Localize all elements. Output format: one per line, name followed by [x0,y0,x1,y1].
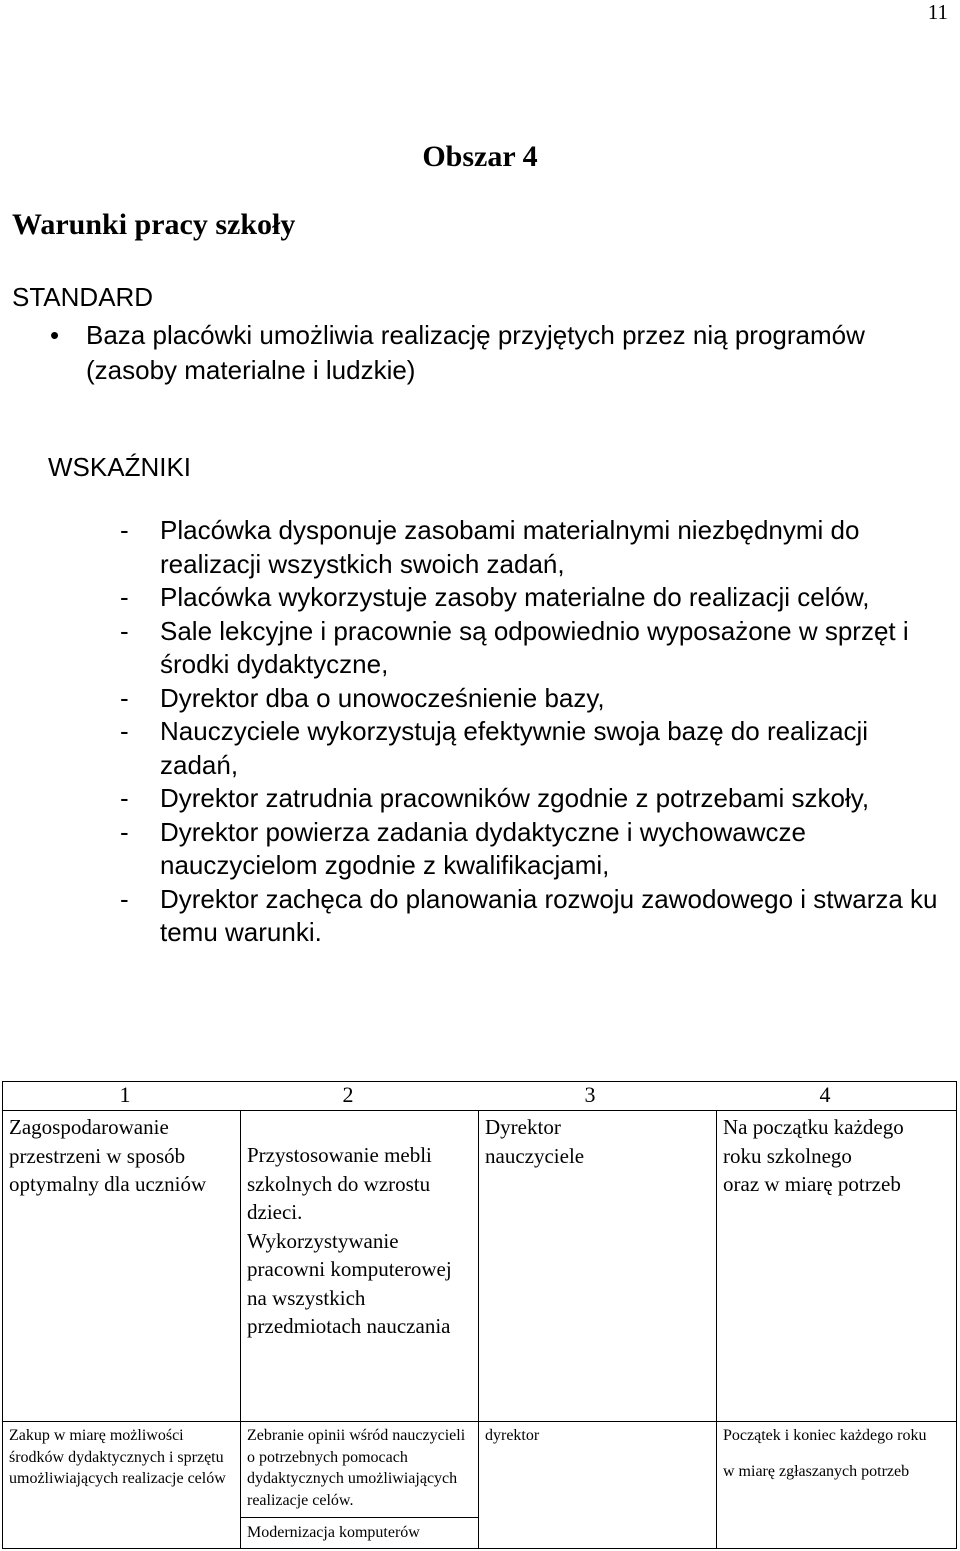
table-cell [241,1518,479,1549]
indicator-item [120,514,940,581]
indicator-text: Placówka wykorzystuje zasoby materialne do realizacji celów, [160,582,870,612]
plan-table [2,1081,957,1549]
indicator-text: Sale lekcyjne i pracownie są odpowiednio wyposażone w sprzęt i środki dydaktyczne, [160,615,909,679]
dash-icon: - [120,682,129,713]
dash-icon: - [120,883,129,914]
table-cell [241,1422,479,1518]
indicator-text: Dyrektor powierza zadania dydaktyczne i wychowawcze nauczycielom zgodnie z kwalifikacjami, [160,816,806,880]
table-header-row [3,1082,957,1111]
table-cell [479,1422,717,1549]
cell-text: nauczyciele [485,1143,585,1168]
cell-text: Zakup w miarę możliwości środków dydaktycznych i sprzętu umożliwiających realizacje celów [9,1427,226,1487]
cell-text: Zagospodarowanie przestrzeni w sposób optymalny dla uczniów [9,1115,207,1196]
standard-item [50,318,910,388]
indicator-item [120,782,940,816]
bullet-icon: • [50,320,60,350]
table-cell [717,1422,957,1549]
table-row [3,1422,957,1518]
table-cell [3,1422,241,1549]
dash-icon: - [120,816,129,847]
cell-text: Zebranie opinii wśród nauczycieli o potrzebnych pomocach dydaktycznych umożliwiających realizacje celów. [247,1427,466,1509]
indicator-item [120,883,940,950]
indicator-item [120,715,940,782]
cell-text: dyrektor [485,1427,540,1444]
indicator-text: Dyrektor zatrudnia pracowników zgodnie z potrzebami szkoły, [160,783,870,813]
indicator-item [120,816,940,883]
table-row [3,1111,957,1422]
cell-text: Modernizacja komputerów [247,1524,420,1542]
cell-text: w miarę zgłaszanych potrzeb [723,1462,910,1480]
area-title-text: Obszar 4 [422,140,538,173]
column-header: 1 [3,1082,241,1111]
indicator-list [120,514,940,950]
indicators-label: WSKAŹNIKI [48,452,192,482]
area-title [0,140,960,174]
table-cell [3,1111,241,1422]
dash-icon: - [120,515,129,545]
indicator-item [120,615,940,682]
table-cell [241,1111,479,1422]
indicator-text: Dyrektor zachęca do planowania rozwoju zawodowego i stwarza ku temu warunki. [160,883,938,947]
cell-text: Przystosowanie mebli szkolnych do wzrostu dzieci. [247,1143,432,1224]
cell-text: Wykorzystywanie pracowni komputerowej na wszystkich przedmiotach nauczania [247,1228,452,1338]
cell-text: Dyrektor [485,1115,561,1139]
standard-label: STANDARD [12,282,154,312]
table-cell [717,1111,957,1422]
cell-text: roku szkolnego [723,1143,852,1168]
column-header: 2 [241,1082,479,1111]
dash-icon: - [120,716,129,746]
cell-text: oraz w miarę potrzeb [723,1172,901,1196]
indicator-text: Dyrektor dba o unowocześnienie bazy, [160,682,605,713]
column-header: 3 [479,1082,717,1111]
section-title: Warunki pracy szkoły [12,208,296,241]
indicator-item [120,581,940,615]
dash-icon: - [120,582,129,612]
page-number: 11 [927,0,948,24]
column-header: 4 [717,1082,957,1111]
dash-icon: - [120,615,129,646]
table-cell [479,1111,717,1422]
dash-icon: - [120,783,129,813]
standard-item-text: Baza placówki umożliwia realizację przyjętych przez nią programów (zasoby materialne i ludzkie) [86,320,865,385]
indicator-item [120,682,940,716]
indicator-text: Placówka dysponuje zasobami materialnymi niezbędnymi do realizacji wszystkich swoich zadań, [160,515,860,579]
cell-text: Na początku każdego [723,1115,904,1139]
cell-text: Początek i koniec każdego roku [723,1427,927,1444]
indicator-text: Nauczyciele wykorzystują efektywnie swoja bazę do realizacji zadań, [160,716,869,780]
